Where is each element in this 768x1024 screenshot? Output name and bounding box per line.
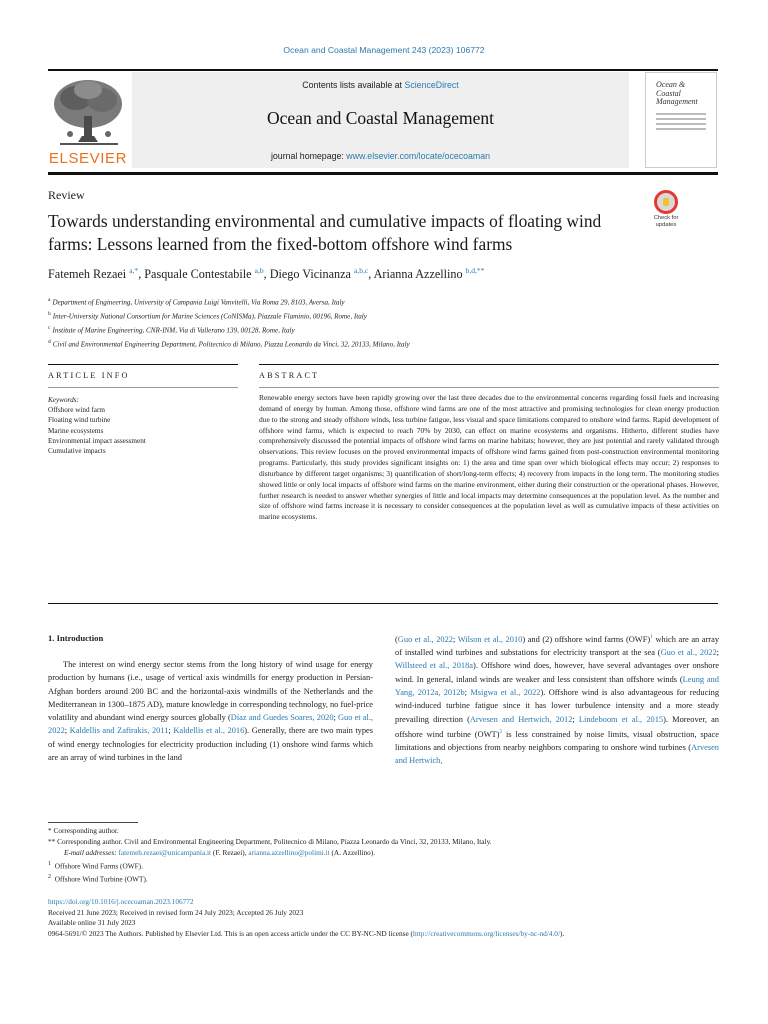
author-name[interactable]: Pasquale Contestabile	[144, 267, 252, 282]
article-title: Towards understanding environmental and cumulative impacts of floating wind farms: Lessons learned from the fixed-bottom offshore wind farms	[48, 211, 602, 254]
body-text: ;	[333, 713, 338, 723]
body-text: which are an array of installed wind turbines and substations for electricity transport at the sea (	[395, 634, 720, 658]
cover-decoration	[656, 113, 706, 133]
body-column-left	[48, 658, 373, 764]
affiliation-item	[48, 295, 728, 309]
author-list: Fatemeh Rezaei $^{a,*}$, Pasquale Contestabile $^{a,b}$, Diego Vicinanza $^{a,b,c}$, Arianna Azzellino $^{b,d,**}$	[48, 266, 485, 282]
body-text: ;	[168, 726, 174, 736]
affiliation-item	[48, 309, 728, 323]
citation-link[interactable]: Guo et al., 2022	[660, 648, 717, 658]
footnotes	[48, 826, 728, 885]
keyword: Environmental impact assessment	[48, 436, 146, 445]
email-link[interactable]: arianna.azzellino@polimi.it	[248, 847, 330, 857]
author-affiliation-marker[interactable]: a,b	[254, 266, 264, 275]
citation-link[interactable]: Leung and Yang, 2012a, 2012b	[395, 674, 719, 697]
elsevier-tree-icon	[48, 76, 128, 148]
affiliation-key: b	[48, 310, 51, 317]
keywords-block	[48, 395, 238, 456]
footnote-marker[interactable]: 2	[499, 728, 503, 735]
body-text: ;	[464, 687, 471, 697]
check-updates-icon	[654, 190, 678, 214]
keyword: Cumulative impacts	[48, 447, 106, 456]
body-text: ;	[716, 648, 719, 658]
corresponding-author-note: * Corresponding author.	[48, 826, 119, 835]
citation-link[interactable]: Lindeboom et al., 2015	[578, 714, 664, 724]
homepage-link[interactable]: www.elsevier.com/locate/ocecoaman	[346, 151, 491, 161]
body-text: ) and (2) offshore wind farms (OWF)	[522, 634, 651, 644]
body-text: ;	[64, 726, 70, 736]
keyword: Offshore wind farm	[48, 406, 105, 415]
body-text: ). Offshore wind does, however, have several advantages over onshore wind. In general, inland winds are weaker and less consistent than offshore winds (	[395, 661, 719, 684]
body-text: is less constrained by noise limits, visual obstruction, space limitations and objections from nearby neighbors comparing to onshore wind turbines (	[395, 729, 719, 752]
affiliation-key: a	[48, 297, 51, 303]
sciencedirect-link[interactable]: ScienceDirect	[404, 80, 459, 90]
keyword: Floating wind turbine	[48, 416, 111, 425]
keyword: Marine ecosystems	[48, 426, 104, 435]
citation-link[interactable]: Guo et al., 2022	[48, 713, 373, 736]
citation-link[interactable]: Wilson et al., 2010	[457, 634, 523, 644]
received-dates: Received 21 June 2023; Received in revised form 24 July 2023; Accepted 26 July 2023	[48, 907, 304, 917]
footnote-text: Offshore Wind Farms (OWF).	[54, 861, 143, 871]
footnote-number: 2	[48, 874, 52, 881]
article-info-heading: ARTICLE INFO	[48, 371, 130, 380]
corresponding-author-note: ** Corresponding author. Civil and Environmental Engineering Department, Politecnico di Milano, Piazza Leonardo da Vinci, 32, 20133, Milano, Italy.	[48, 836, 492, 846]
author-name[interactable]: Fatemeh Rezaei	[48, 267, 127, 282]
body-text: ;	[572, 714, 579, 724]
affiliation-text: Inter-University National Consortium for Marine Sciences (CoNISMa), Piazzale Flaminio, 00196, Rome, Italy	[52, 312, 367, 321]
citation-link[interactable]: Msigwa et al., 2022	[470, 687, 541, 697]
available-online: Available online 31 July 2023	[48, 918, 136, 928]
citation-link[interactable]: Kaldellis et al., 2016	[173, 726, 245, 736]
masthead-bottom-rule	[48, 172, 718, 175]
check-for-updates-button[interactable]	[648, 190, 684, 232]
divider	[48, 364, 238, 365]
citation-link[interactable]: Arvesen and Hertwich, 2012	[469, 714, 573, 724]
footnote-marker[interactable]: 1	[650, 634, 653, 640]
body-text: (	[395, 634, 398, 644]
affiliation-list	[48, 295, 728, 351]
check-updates-label: Check for updates	[653, 215, 679, 228]
section-heading-introduction: 1. Introduction	[48, 633, 104, 643]
affiliation-text: Civil and Environmental Engineering Department, Politecnico di Milano, Piazza Leonardo da Vinci, 32, 20133, Milano, Italy	[52, 340, 410, 349]
author-name[interactable]: Arianna Azzellino	[373, 267, 463, 282]
abstract-text: Renewable energy sectors have been rapidly growing over the last three decades due to the environmental concerns regarding fossil fuels and increasing demand of energy by human. Among those, offshore wind farms are one of the most attractive and promising technologies for clean energy production due to the strong and steady offshore winds, less turbine fatigue, less visual and space limitations compared to onshore wind farms. Rapid development of offshore wind farms, which is expected to reach 70% by 2030, can effect on marine ecosystems and organisms. Hitherto, different studies have comprehensively discussed the potential impacts of offshore wind farms on marine habitats; however, they are just potential and rarely validated through observations. This review focuses on the proved environmental impacts of offshore wind farms gained from post-construction environmental monitoring programs. Particularly, this study provides significant insights on: 1) the area and time span over which biological effects may occur; 2) responses to disturbance by different target organisms; 3) quantification of short/long-term effects; 4) recovery from impacts in the long term. The monitoring studies showed little or only local impacts of offshore wind farms on the marine environment, either during their construction or the operational phases. However, further research is needed to answer whether synergies of little and local impacts may determine consequences at the population level. As the number and size of offshore wind farms increase it is necessary to consider consequences at the population level as well as cumulative impacts of these activities on marine ecosystems.	[259, 393, 719, 522]
license-link[interactable]: http://creativecommons.org/licenses/by-nc-nd/4.0/	[413, 928, 560, 938]
footnote-item	[48, 859, 728, 872]
article-type: Review	[48, 188, 85, 202]
body-text: ). Generally, there are two main types of wind energy technologies for electricity production including (1) onshore wind farms which are an array of wind turbines in the land	[48, 726, 374, 763]
divider	[259, 364, 719, 365]
contents-availability	[132, 80, 629, 90]
elsevier-logo	[48, 76, 128, 166]
divider	[48, 603, 718, 604]
citation-link[interactable]: Díaz and Guedes Soares, 2020	[230, 713, 334, 723]
footnote-rule	[48, 822, 138, 823]
affiliation-key: c	[48, 324, 51, 331]
elsevier-wordmark: ELSEVIER	[48, 150, 128, 167]
body-text: ). Moreover, an offshore wind turbine (OWT)	[395, 714, 719, 739]
footnote-item	[48, 872, 728, 885]
author-affiliation-marker[interactable]: a,b,c	[354, 266, 369, 275]
journal-reference[interactable]: Ocean and Coastal Management 243 (2023) 106772	[283, 45, 485, 55]
citation-link[interactable]: Kaldellis and Zafirakis, 2011	[69, 726, 169, 736]
contents-prefix: Contents lists available at	[302, 80, 405, 90]
email-owner: (F. Rezaei),	[211, 847, 249, 857]
footnote-number: 1	[48, 860, 52, 867]
journal-homepage	[132, 151, 629, 161]
journal-cover-thumbnail[interactable]	[645, 72, 717, 168]
cover-title: Ocean & Coastal Management	[656, 80, 698, 106]
license-statement	[48, 929, 728, 940]
publication-info	[48, 897, 728, 939]
homepage-prefix: journal homepage:	[270, 151, 347, 161]
masthead-top-rule	[48, 69, 718, 71]
affiliation-text: Institute of Marine Engineering, CNR-INM, Via di Vallerano 139, 00128, Rome, Italy	[52, 326, 295, 335]
divider	[48, 387, 238, 388]
email-addresses	[48, 848, 728, 859]
affiliation-text: Department of Engineering, University of Campania Luigi Vanvitelli, Via Roma 29, 8103, Aversa, Italy	[52, 298, 345, 307]
body-column-right	[395, 631, 719, 768]
abstract-heading: ABSTRACT	[259, 371, 320, 380]
doi-link[interactable]: https://doi.org/10.1016/j.ocecoaman.2023.106772	[48, 897, 194, 906]
body-text: The interest on wind energy sector stems from the long history of wind usage for energy production by humans (i.e., usage of vertical axis windmills for energy production in Persian-Afghan borders around 200 BC and the horizontal-axis windmills of the Netherlands and the Mediterranean in 1300–1875 AD), mature knowledge in corresponding technology, no fuel-price volatility and abundant wind energy sources globally (	[48, 660, 373, 723]
email-link[interactable]: fatemeh.rezaei@unicampania.it	[118, 847, 212, 857]
author-affiliation-marker[interactable]: b,d,**	[465, 266, 485, 275]
license-text: ).	[560, 928, 565, 938]
email-owner: (A. Azzellino).	[329, 847, 376, 857]
divider	[259, 387, 719, 388]
body-text: ;	[452, 634, 458, 644]
email-label: E-mail addresses:	[64, 847, 119, 857]
journal-title: Ocean and Coastal Management	[267, 108, 494, 128]
citation-link[interactable]: Arvesen and Hertwich,	[395, 742, 719, 766]
affiliation-item	[48, 337, 728, 351]
affiliation-item	[48, 323, 728, 337]
affiliation-key: d	[48, 338, 51, 345]
author-name[interactable]: Diego Vicinanza	[269, 267, 351, 282]
body-text: ). Offshore wind is also advantageous for reducing wind-induced turbine fatigue since it has lower turbulence intensity and a more steady prevailing direction (	[395, 687, 720, 724]
license-text: 0964-5691/© 2023 The Authors. Published by Elsevier Ltd. This is an open access article under the CC BY-NC-ND license (	[48, 928, 413, 938]
citation-link[interactable]: Guo et al., 2022	[397, 634, 453, 644]
keywords-label: Keywords:	[48, 396, 79, 404]
author-affiliation-marker[interactable]: a,*	[129, 266, 139, 275]
citation-link[interactable]: Willsteed et al., 2018a	[395, 661, 474, 671]
footnote-text: Offshore Wind Turbine (OWT).	[54, 874, 148, 884]
